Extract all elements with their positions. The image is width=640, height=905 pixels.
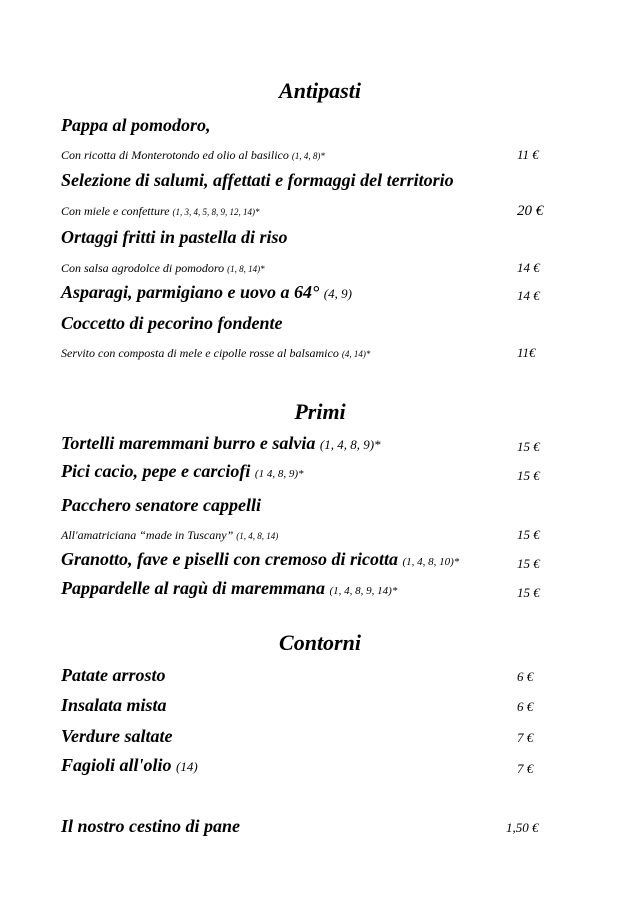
dish-price: 6 € [517, 699, 534, 714]
dish-name: Pappa al pomodoro, [61, 115, 211, 135]
allergen-codes: (1 4, 8, 9)* [254, 468, 304, 480]
bread-name: Il nostro cestino di pane [61, 816, 241, 836]
dish-price: 14 € [517, 260, 540, 275]
allergen-codes: (4, 14)* [341, 349, 371, 359]
dish-name: Pacchero senatore cappelli [61, 495, 261, 515]
menu-item [61, 432, 581, 456]
dish-description: Con ricotta di Monterotondo ed olio al basilico (1, 4, 8)* [61, 148, 325, 162]
dish-price: 11€ [517, 345, 536, 360]
dish-price: 14 € [517, 288, 540, 303]
dish-name: Granotto, fave e piselli con cremoso di ricotta (1, 4, 8, 10)* [61, 549, 460, 569]
section-title-antipasti: Antipasti [279, 78, 361, 103]
allergen-codes: (1, 4, 8, 9)* [319, 437, 381, 452]
allergen-codes: (14) [176, 759, 198, 774]
allergen-codes: (1, 8, 14)* [227, 264, 265, 274]
dish-price: 11 € [517, 147, 539, 162]
menu-item [61, 692, 581, 716]
dish-name: Fagioli all'olio (14) [61, 755, 198, 775]
allergen-codes: (4, 9) [323, 286, 352, 301]
dish-name: Insalata mista [61, 695, 167, 715]
dish-name: Selezione di salumi, affettati e formaggi del territorio [61, 170, 454, 190]
allergen-codes: (1, 4, 8, 9, 14)* [329, 585, 398, 597]
menu-item-detail [61, 196, 581, 220]
menu-item [61, 754, 581, 778]
dish-description: All'amatriciana “made in Tuscany” (1, 4, 8, 14) [61, 528, 279, 542]
dish-price: 7 € [517, 761, 534, 776]
menu-item [61, 578, 581, 602]
dish-price: 20 € [517, 203, 544, 219]
menu-item-detail [61, 520, 581, 544]
menu-item-detail [61, 140, 581, 164]
bread-item [61, 813, 581, 837]
menu-item [61, 310, 581, 334]
dish-price: 15 € [517, 439, 540, 454]
dish-name: Tortelli maremmani burro e salvia (1, 4, 8, 9)* [61, 433, 381, 453]
dish-description: Con miele e confetture (1, 3, 4, 5, 8, 9, 12, 14)* [61, 204, 260, 218]
dish-price: 7 € [517, 730, 534, 745]
menu-item [61, 549, 581, 573]
allergen-codes: (1, 4, 8, 10)* [402, 556, 460, 568]
dish-name: Coccetto di pecorino fondente [61, 313, 283, 333]
dish-price: 15 € [517, 468, 540, 483]
dish-name: Verdure saltate [61, 726, 173, 746]
dish-name: Ortaggi fritti in pastella di riso [61, 227, 288, 247]
dish-price: 15 € [517, 585, 540, 600]
menu-item [61, 281, 581, 305]
dish-price: 6 € [517, 669, 534, 684]
dish-price: 15 € [517, 527, 540, 542]
menu-item [61, 723, 581, 747]
dish-name: Pappardelle al ragù di maremmana (1, 4, 8, 9, 14)* [61, 578, 398, 598]
menu-item [61, 662, 581, 686]
dish-description: Con salsa agrodolce di pomodoro (1, 8, 14)* [61, 261, 265, 275]
dish-description: Servito con composta di mele e cipolle rosse al balsamico (4, 14)* [61, 346, 371, 360]
menu-item-detail [61, 253, 581, 277]
menu-item [61, 461, 581, 485]
dish-name: Patate arrosto [61, 665, 166, 685]
dish-name: Pici cacio, pepe e carciofi (1 4, 8, 9)* [61, 461, 304, 481]
menu-item [61, 224, 581, 248]
allergen-codes: (1, 4, 8)* [291, 151, 325, 161]
section-title-primi: Primi [294, 399, 346, 424]
bread-price: 1,50 € [506, 820, 539, 835]
dish-name: Asparagi, parmigiano e uovo a 64° (4, 9) [61, 282, 352, 302]
allergen-codes: (1, 3, 4, 5, 8, 9, 12, 14)* [172, 207, 260, 217]
section-title-contorni: Contorni [279, 630, 361, 655]
menu-item [61, 112, 581, 136]
menu-item [61, 167, 581, 191]
menu-item-detail [61, 338, 581, 362]
allergen-codes: (1, 4, 8, 14) [236, 531, 279, 541]
dish-price: 15 € [517, 556, 540, 571]
menu-item [61, 492, 581, 516]
